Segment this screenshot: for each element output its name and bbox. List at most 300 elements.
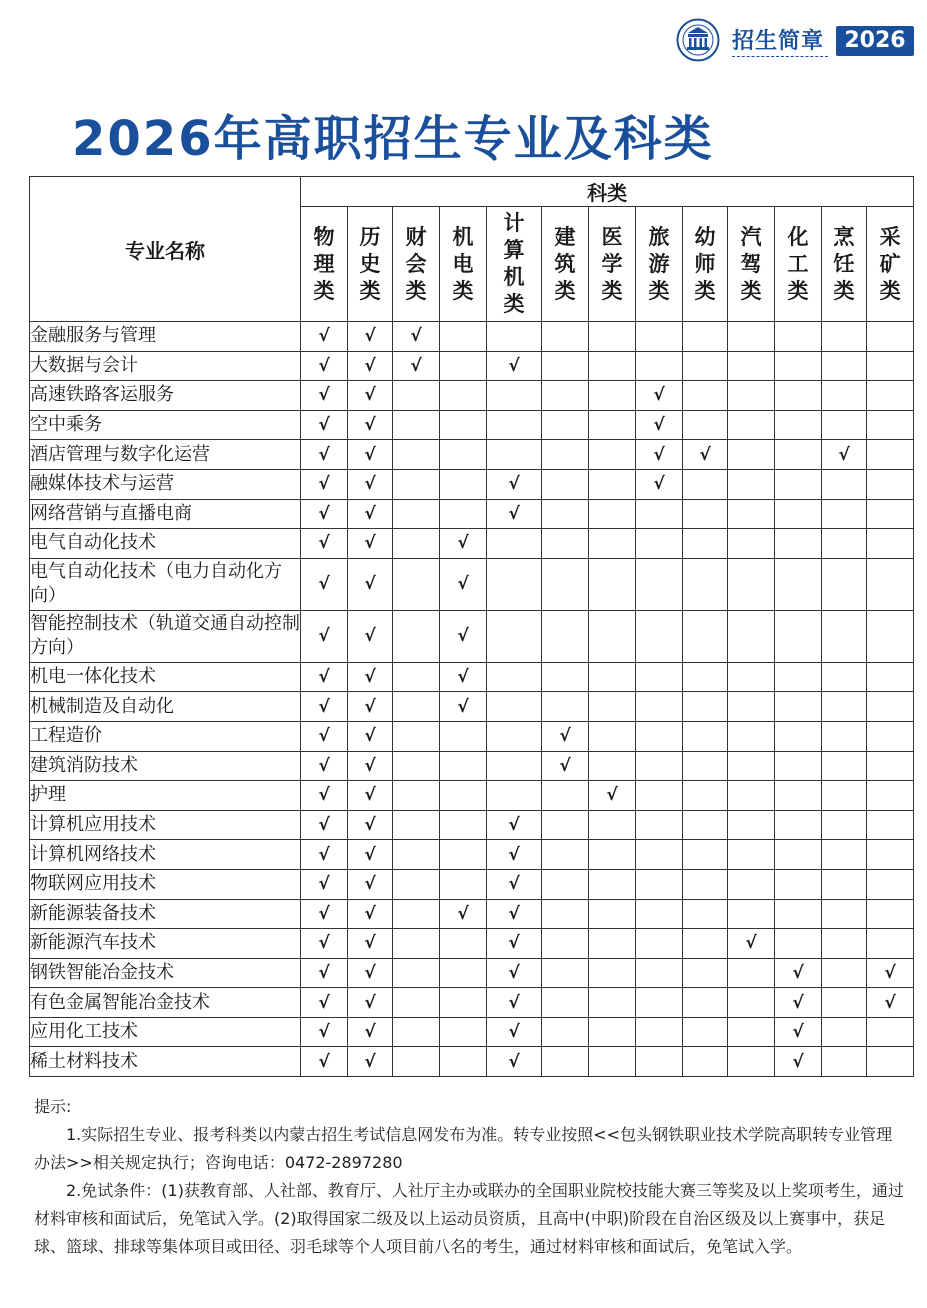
check-mark: √	[348, 662, 393, 692]
category-header-cell	[440, 207, 487, 322]
empty-cell	[728, 1047, 775, 1077]
empty-cell	[440, 440, 487, 470]
empty-cell	[728, 558, 775, 610]
check-mark: √	[867, 958, 914, 988]
empty-cell	[589, 469, 636, 499]
empty-cell	[542, 499, 589, 529]
table-row	[30, 988, 914, 1018]
check-mark: √	[440, 662, 487, 692]
empty-cell	[440, 840, 487, 870]
empty-cell	[867, 469, 914, 499]
empty-cell	[775, 499, 822, 529]
empty-cell	[728, 721, 775, 751]
check-mark: √	[487, 351, 542, 381]
check-mark: √	[301, 988, 348, 1018]
empty-cell	[393, 381, 440, 411]
empty-cell	[775, 529, 822, 559]
check-mark: √	[301, 529, 348, 559]
major-name-cell: 计算机应用技术	[30, 810, 301, 840]
check-mark: √	[301, 440, 348, 470]
empty-cell	[636, 1047, 683, 1077]
empty-cell	[867, 410, 914, 440]
empty-cell	[636, 929, 683, 959]
check-mark: √	[393, 351, 440, 381]
empty-cell	[487, 721, 542, 751]
table-body	[30, 322, 914, 1077]
empty-cell	[683, 662, 728, 692]
check-mark: √	[301, 1017, 348, 1047]
empty-cell	[542, 440, 589, 470]
empty-cell	[542, 1017, 589, 1047]
empty-cell	[822, 899, 867, 929]
empty-cell	[589, 1017, 636, 1047]
check-mark: √	[728, 929, 775, 959]
major-name-cell: 智能控制技术（轨道交通自动控制方向）	[30, 610, 301, 662]
category-label: 建筑类	[554, 224, 576, 303]
empty-cell	[589, 351, 636, 381]
empty-cell	[775, 381, 822, 411]
empty-cell	[393, 529, 440, 559]
empty-cell	[440, 499, 487, 529]
table-row	[30, 469, 914, 499]
check-mark: √	[348, 499, 393, 529]
empty-cell	[440, 988, 487, 1018]
check-mark: √	[301, 558, 348, 610]
empty-cell	[589, 410, 636, 440]
empty-cell	[636, 499, 683, 529]
empty-cell	[775, 440, 822, 470]
check-mark: √	[301, 499, 348, 529]
empty-cell	[440, 721, 487, 751]
empty-cell	[822, 869, 867, 899]
empty-cell	[542, 781, 589, 811]
empty-cell	[393, 440, 440, 470]
empty-cell	[393, 662, 440, 692]
check-mark: √	[348, 751, 393, 781]
empty-cell	[775, 351, 822, 381]
empty-cell	[728, 869, 775, 899]
empty-cell	[487, 610, 542, 662]
major-name-cell: 物联网应用技术	[30, 869, 301, 899]
major-name-cell: 护理	[30, 781, 301, 811]
check-mark: √	[301, 721, 348, 751]
empty-cell	[683, 1047, 728, 1077]
empty-cell	[728, 810, 775, 840]
check-mark: √	[393, 322, 440, 352]
empty-cell	[487, 781, 542, 811]
major-name-cell: 工程造价	[30, 721, 301, 751]
table-row	[30, 840, 914, 870]
empty-cell	[867, 440, 914, 470]
category-header-cell	[867, 207, 914, 322]
empty-cell	[822, 381, 867, 411]
empty-cell	[393, 751, 440, 781]
empty-cell	[542, 351, 589, 381]
empty-cell	[728, 610, 775, 662]
empty-cell	[542, 958, 589, 988]
check-mark: √	[348, 869, 393, 899]
check-mark: √	[487, 958, 542, 988]
category-label: 机电类	[452, 224, 474, 303]
empty-cell	[393, 410, 440, 440]
empty-cell	[775, 840, 822, 870]
category-header-cell	[775, 207, 822, 322]
empty-cell	[487, 662, 542, 692]
table-row	[30, 899, 914, 929]
major-name-header: 专业名称	[30, 177, 301, 322]
table-row	[30, 810, 914, 840]
category-label: 财会类	[405, 224, 427, 303]
check-mark: √	[440, 692, 487, 722]
empty-cell	[867, 810, 914, 840]
table-row	[30, 1047, 914, 1077]
table-row	[30, 440, 914, 470]
empty-cell	[487, 410, 542, 440]
category-label: 化工类	[787, 224, 809, 303]
brand-label: 招生简章	[732, 29, 825, 54]
empty-cell	[867, 692, 914, 722]
empty-cell	[867, 610, 914, 662]
brand-underline	[732, 56, 828, 57]
empty-cell	[822, 781, 867, 811]
empty-cell	[636, 810, 683, 840]
check-mark: √	[301, 610, 348, 662]
major-name-cell: 电气自动化技术（电力自动化方向）	[30, 558, 301, 610]
check-mark: √	[348, 610, 393, 662]
table-row	[30, 499, 914, 529]
empty-cell	[775, 610, 822, 662]
category-header-cell	[393, 207, 440, 322]
category-label: 医学类	[601, 224, 623, 303]
check-mark: √	[440, 610, 487, 662]
major-name-cell: 高速铁路客运服务	[30, 381, 301, 411]
empty-cell	[487, 381, 542, 411]
table-row	[30, 351, 914, 381]
empty-cell	[393, 692, 440, 722]
empty-cell	[775, 810, 822, 840]
empty-cell	[542, 810, 589, 840]
empty-cell	[683, 1017, 728, 1047]
empty-cell	[822, 351, 867, 381]
major-name-cell: 钢铁智能冶金技术	[30, 958, 301, 988]
category-label: 幼师类	[694, 224, 716, 303]
empty-cell	[393, 840, 440, 870]
year-badge: 2026	[836, 26, 914, 56]
major-name-cell: 应用化工技术	[30, 1017, 301, 1047]
category-header-cell	[728, 207, 775, 322]
empty-cell	[440, 810, 487, 840]
empty-cell	[487, 558, 542, 610]
empty-cell	[487, 692, 542, 722]
empty-cell	[542, 869, 589, 899]
empty-cell	[822, 610, 867, 662]
check-mark: √	[301, 469, 348, 499]
empty-cell	[728, 751, 775, 781]
notes-section	[34, 1093, 904, 1261]
empty-cell	[589, 721, 636, 751]
empty-cell	[542, 899, 589, 929]
empty-cell	[775, 899, 822, 929]
check-mark: √	[348, 558, 393, 610]
category-label: 历史类	[359, 224, 381, 303]
check-mark: √	[348, 988, 393, 1018]
empty-cell	[589, 499, 636, 529]
empty-cell	[393, 499, 440, 529]
empty-cell	[728, 840, 775, 870]
empty-cell	[440, 1017, 487, 1047]
empty-cell	[728, 781, 775, 811]
check-mark: √	[348, 410, 393, 440]
table-row	[30, 929, 914, 959]
empty-cell	[636, 869, 683, 899]
empty-cell	[683, 988, 728, 1018]
empty-cell	[683, 958, 728, 988]
check-mark: √	[301, 692, 348, 722]
empty-cell	[775, 721, 822, 751]
check-mark: √	[301, 410, 348, 440]
empty-cell	[775, 662, 822, 692]
empty-cell	[728, 692, 775, 722]
empty-cell	[487, 440, 542, 470]
empty-cell	[822, 529, 867, 559]
check-mark: √	[348, 929, 393, 959]
check-mark: √	[301, 781, 348, 811]
empty-cell	[683, 692, 728, 722]
empty-cell	[636, 529, 683, 559]
empty-cell	[683, 840, 728, 870]
check-mark: √	[822, 440, 867, 470]
check-mark: √	[301, 1047, 348, 1077]
table-row	[30, 558, 914, 610]
major-name-cell: 网络营销与直播电商	[30, 499, 301, 529]
empty-cell	[683, 781, 728, 811]
empty-cell	[683, 810, 728, 840]
empty-cell	[728, 351, 775, 381]
empty-cell	[393, 810, 440, 840]
empty-cell	[589, 692, 636, 722]
empty-cell	[728, 322, 775, 352]
empty-cell	[867, 781, 914, 811]
empty-cell	[440, 410, 487, 440]
empty-cell	[822, 469, 867, 499]
empty-cell	[440, 929, 487, 959]
note-item-2: 2.免试条件：(1)获教育部、人社部、教育厅、人社厅主办或联办的全国职业院校技能大赛三等奖及以上奖项考生，通过材料审核和面试后，免笔试入学。(2)取得国家二级及以上运动员资质，且高中(中职)阶段在自治区级及以上赛事中，获足球、篮球、排球等集体项目或田径、羽毛球等个人项目前八名的考生，通过材料审核和面试后，免笔试入学。	[34, 1181, 904, 1256]
school-logo-icon	[676, 18, 720, 62]
empty-cell	[542, 322, 589, 352]
check-mark: √	[440, 899, 487, 929]
empty-cell	[636, 351, 683, 381]
empty-cell	[867, 499, 914, 529]
check-mark: √	[301, 899, 348, 929]
empty-cell	[542, 529, 589, 559]
empty-cell	[775, 781, 822, 811]
check-mark: √	[636, 469, 683, 499]
empty-cell	[542, 1047, 589, 1077]
empty-cell	[775, 929, 822, 959]
empty-cell	[822, 721, 867, 751]
major-name-cell: 融媒体技术与运营	[30, 469, 301, 499]
check-mark: √	[683, 440, 728, 470]
empty-cell	[393, 1047, 440, 1077]
check-mark: √	[487, 1017, 542, 1047]
empty-cell	[822, 558, 867, 610]
empty-cell	[822, 1017, 867, 1047]
check-mark: √	[348, 840, 393, 870]
major-name-cell: 计算机网络技术	[30, 840, 301, 870]
check-mark: √	[301, 958, 348, 988]
notes-heading: 提示:	[34, 1097, 72, 1116]
empty-cell	[636, 610, 683, 662]
table-row	[30, 381, 914, 411]
check-mark: √	[301, 929, 348, 959]
empty-cell	[867, 381, 914, 411]
empty-cell	[775, 869, 822, 899]
empty-cell	[636, 558, 683, 610]
empty-cell	[728, 988, 775, 1018]
empty-cell	[728, 410, 775, 440]
check-mark: √	[542, 721, 589, 751]
empty-cell	[589, 899, 636, 929]
check-mark: √	[348, 781, 393, 811]
empty-cell	[867, 869, 914, 899]
empty-cell	[636, 781, 683, 811]
empty-cell	[589, 440, 636, 470]
empty-cell	[683, 499, 728, 529]
table-row	[30, 662, 914, 692]
empty-cell	[683, 381, 728, 411]
check-mark: √	[348, 1047, 393, 1077]
check-mark: √	[487, 1047, 542, 1077]
check-mark: √	[348, 721, 393, 751]
category-header-cell	[636, 207, 683, 322]
empty-cell	[867, 322, 914, 352]
empty-cell	[867, 721, 914, 751]
empty-cell	[589, 529, 636, 559]
empty-cell	[636, 322, 683, 352]
check-mark: √	[301, 322, 348, 352]
check-mark: √	[301, 869, 348, 899]
empty-cell	[542, 381, 589, 411]
table-row	[30, 529, 914, 559]
empty-cell	[822, 322, 867, 352]
table-row	[30, 610, 914, 662]
empty-cell	[822, 692, 867, 722]
check-mark: √	[440, 558, 487, 610]
empty-cell	[636, 751, 683, 781]
empty-cell	[683, 469, 728, 499]
empty-cell	[440, 958, 487, 988]
empty-cell	[542, 988, 589, 1018]
check-mark: √	[348, 958, 393, 988]
major-name-cell: 新能源汽车技术	[30, 929, 301, 959]
check-mark: √	[636, 381, 683, 411]
empty-cell	[636, 1017, 683, 1047]
table-row	[30, 322, 914, 352]
empty-cell	[487, 322, 542, 352]
check-mark: √	[348, 810, 393, 840]
check-mark: √	[487, 899, 542, 929]
empty-cell	[542, 610, 589, 662]
check-mark: √	[301, 840, 348, 870]
empty-cell	[683, 529, 728, 559]
check-mark: √	[775, 958, 822, 988]
page-title: 2026年高职招生专业及科类	[72, 111, 714, 167]
empty-cell	[867, 899, 914, 929]
table-row	[30, 721, 914, 751]
category-header-cell	[487, 207, 542, 322]
empty-cell	[822, 988, 867, 1018]
check-mark: √	[348, 899, 393, 929]
empty-cell	[867, 529, 914, 559]
check-mark: √	[487, 499, 542, 529]
empty-cell	[867, 351, 914, 381]
check-mark: √	[348, 469, 393, 499]
empty-cell	[589, 958, 636, 988]
header-bar	[676, 18, 916, 62]
empty-cell	[542, 692, 589, 722]
empty-cell	[440, 381, 487, 411]
check-mark: √	[867, 988, 914, 1018]
category-header-cell	[683, 207, 728, 322]
empty-cell	[867, 840, 914, 870]
empty-cell	[393, 610, 440, 662]
empty-cell	[683, 929, 728, 959]
empty-cell	[683, 899, 728, 929]
empty-cell	[589, 1047, 636, 1077]
empty-cell	[589, 840, 636, 870]
empty-cell	[542, 929, 589, 959]
empty-cell	[589, 558, 636, 610]
empty-cell	[683, 322, 728, 352]
empty-cell	[487, 751, 542, 781]
empty-cell	[393, 558, 440, 610]
check-mark: √	[301, 751, 348, 781]
table-row	[30, 692, 914, 722]
empty-cell	[683, 869, 728, 899]
empty-cell	[636, 662, 683, 692]
empty-cell	[822, 410, 867, 440]
category-header-cell	[301, 207, 348, 322]
empty-cell	[589, 322, 636, 352]
empty-cell	[728, 662, 775, 692]
empty-cell	[440, 469, 487, 499]
empty-cell	[867, 1047, 914, 1077]
empty-cell	[867, 558, 914, 610]
empty-cell	[393, 958, 440, 988]
empty-cell	[775, 410, 822, 440]
empty-cell	[589, 662, 636, 692]
empty-cell	[775, 558, 822, 610]
category-header-cell	[348, 207, 393, 322]
check-mark: √	[487, 810, 542, 840]
check-mark: √	[301, 810, 348, 840]
table-row	[30, 751, 914, 781]
check-mark: √	[348, 692, 393, 722]
empty-cell	[589, 810, 636, 840]
empty-cell	[822, 929, 867, 959]
empty-cell	[822, 958, 867, 988]
empty-cell	[822, 810, 867, 840]
empty-cell	[728, 440, 775, 470]
empty-cell	[393, 1017, 440, 1047]
empty-cell	[393, 929, 440, 959]
empty-cell	[867, 662, 914, 692]
category-label: 采矿类	[879, 224, 901, 303]
empty-cell	[542, 410, 589, 440]
major-name-cell: 建筑消防技术	[30, 751, 301, 781]
empty-cell	[440, 351, 487, 381]
empty-cell	[393, 781, 440, 811]
